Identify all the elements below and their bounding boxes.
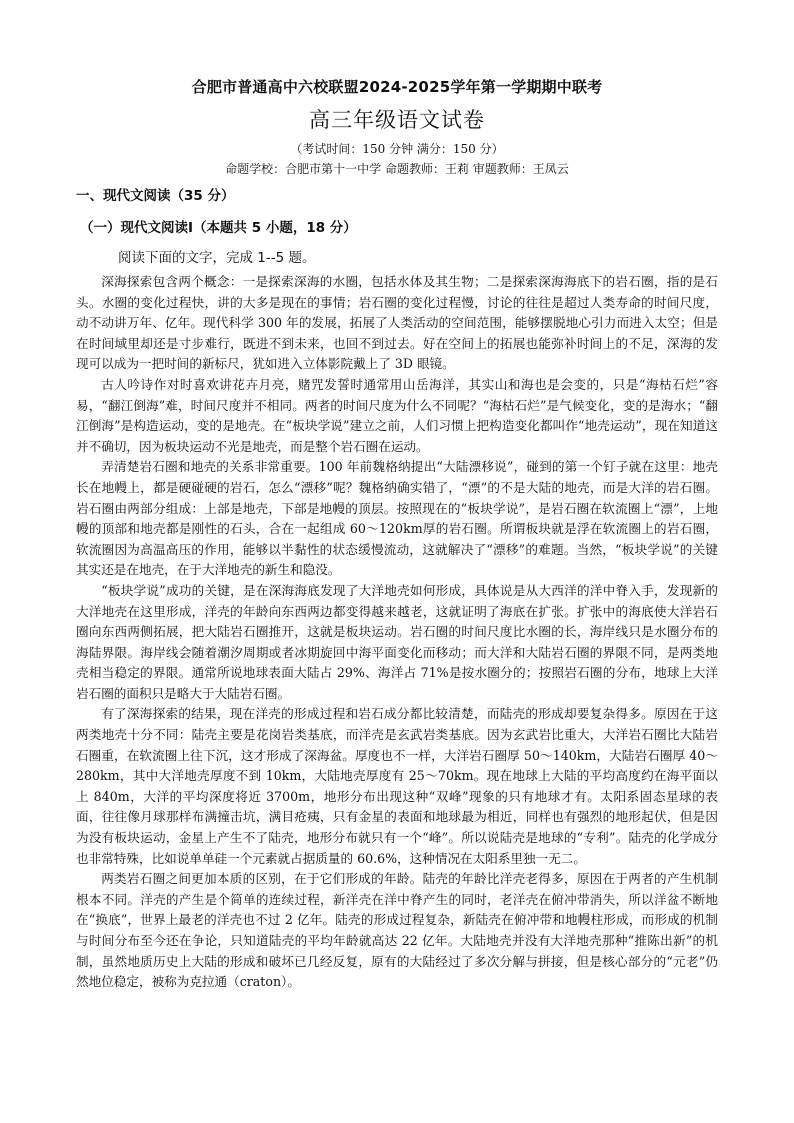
- passage-paragraph: 有了深海探索的结果，现在洋壳的形成过程和岩石成分都比较清楚，而陆壳的形成却要复杂得多。原因在于这两类地壳十分不同：陆壳主要是花岗岩类基底，而洋壳是玄武岩类基底。因为玄武岩比重大，大洋岩石圈比大陆岩石圈重，在软流圈上往下沉，这才形成了深海盆。厚度也不一样，大洋岩石圈厚 50～140km，大陆岩石圈厚 40～280km，其中大洋地壳厚度不到 10km，大陆地壳厚度有 25～70km。现在地球上大陆的平均高度约在海平面以上 840m，大洋的平均深度将近 3700m，地形分布出现这种“双峰”现象的只有地球才有。太阳系固态星球的表面，往往像月球那样布满撞击坑，满目疮痍，只有金星的表面和地球最为相近，同样也有强烈的地形起伏，但是因为没有板块运动，金星上产生不了陆壳，地形分布就只有一个“峰”。所以说陆壳是地球的“专利”。陆壳的化学成分也非常特殊，比如说单单硅一个元素就占据质量的 60.6%，这种情况在太阳系里独一无二。: [76, 706, 718, 866]
- exam-time-and-score: （考试时间：150 分钟 满分：150 分）: [290, 142, 504, 156]
- passage-paragraph: “板块学说”成功的关键，是在深海海底发现了大洋地壳如何形成，具体说是从大西洋的洋中脊入手，发现新的大洋地壳在这里形成，洋壳的年龄向东西两边都变得越来越老，这就证明了海底在扩张。扩张中的海底使大洋岩石圈向东西两侧拓展，把大陆岩石圈推开，这就是板块运动。岩石圈的时间尺度比水圈的长，海岸线只是水圈分布的海陆界限。海岸线会随着潮汐周期或者冰期旋回中海平面变化而移动；而大洋和大陆岩石圈的界限不同，是两类地壳相当稳定的界限。通常所说地球表面大陆占 29%、海洋占 71%是按水圈分的；按照岩石圈的分布，地球上大洋岩石圈的面积只是略大于大陆岩石圈。: [76, 582, 718, 701]
- subsection-heading: （一）现代文阅读Ⅰ（本题共 5 小题，18 分）: [80, 220, 357, 236]
- passage-body: [76, 272, 718, 993]
- section-heading: 一、现代文阅读（35 分）: [76, 188, 235, 204]
- passage-paragraph: 古人吟诗作对时喜欢讲花卉月亮，赌咒发誓时通常用山岳海洋，其实山和海也是会变的，只是“海枯石烂”容易，“翻江倒海”难，时间尺度并不相同。两者的时间尺度为什么不同呢？“海枯石烂”是气候变化，变的是海水；“翻江倒海”是构造运动，变的是地壳。在“板块学说”建立之前，人们习惯上把构造变化都叫作“地壳运动”，现在知道这并不确切，因为板块运动不光是地壳，而是整个岩石圈在运动。: [76, 376, 718, 454]
- passage-paragraph: 弄清楚岩石圈和地壳的关系非常重要。100 年前魏格纳提出“大陆漂移说”，碰到的第一个钉子就在这里：地壳长在地幔上，都是硬碰硬的岩石，怎么“漂移”呢？魏格纳确实错了，“漂”的不是大陆的地壳，而是大洋的岩石圈。岩石圈由两部分组成：上部是地壳，下部是地幔的顶层。按照现在的“板块学说”，是岩石圈在软流圈上“漂”，上地幔的顶部和地壳都是刚性的石头，合在一起组成 60～120km厚的岩石圈。所谓板块就是浮在软流圈上的岩石圈，软流圈因为高温高压的作用，能够以半黏性的状态缓慢流动，这就解决了“漂移”的难题。当然，“板块学说”的关键其实还是在地壳，在于大洋地壳的新生和隐没。: [76, 459, 718, 578]
- passage-paragraph: 两类岩石圈之间更加本质的区别，在于它们形成的年龄。陆壳的年龄比洋壳老得多，原因在于两者的产生机制根本不同。洋壳的产生是个简单的连续过程，新洋壳在洋中脊产生的同时，老洋壳在俯冲带消失，所以洋盆不断地在“换底”，世界上最老的洋壳也不过 2 亿年。陆壳的形成过程复杂，新陆壳在俯冲带和地幔柱形成，而形成的机制与时间分布至今还在争论，只知道陆壳的平均年龄就高达 22 亿年。大陆地壳并没有大洋地壳那种“推陈出新”的机制，虽然地质历史上大陆的形成和破坏已几经反复，原有的大陆经过了多次分解与拼接，但是核心部分的“元老”仍然地位稳定，被称为克拉通（craton）。: [76, 871, 718, 990]
- exam-authors: 命题学校：合肥市第十一中学 命题教师：王莉 审题教师：王凤云: [225, 162, 569, 176]
- exam-subject-title: 高三年级语文试卷: [309, 108, 485, 132]
- passage-paragraph: 深海探索包含两个概念：一是探索深海的水圈，包括水体及其生物；二是探索深海海底下的岩石圈，指的是石头。水圈的变化过程快，讲的大多是现在的事情；岩石圈的变化过程慢，讨论的往往是超过人类寿命的时间尺度，动不动讲万年、亿年。现代科学 300 年的发展，拓展了人类活动的空间范围，能够摆脱地心引力而进入太空；但是在时间域里却还是寸步难行，既进不到未来，也回不到过去。好在空间上的拓展也能弥补时间上的不足，深海的发现可以成为一把时间的新标尺，犹如进入立体影院戴上了 3D 眼镜。: [76, 274, 718, 372]
- reading-instruction: 阅读下面的文字，完成 1--5 题。: [118, 250, 316, 266]
- exam-header-title: 合肥市普通高中六校联盟2024-2025学年第一学期期中联考: [191, 78, 603, 96]
